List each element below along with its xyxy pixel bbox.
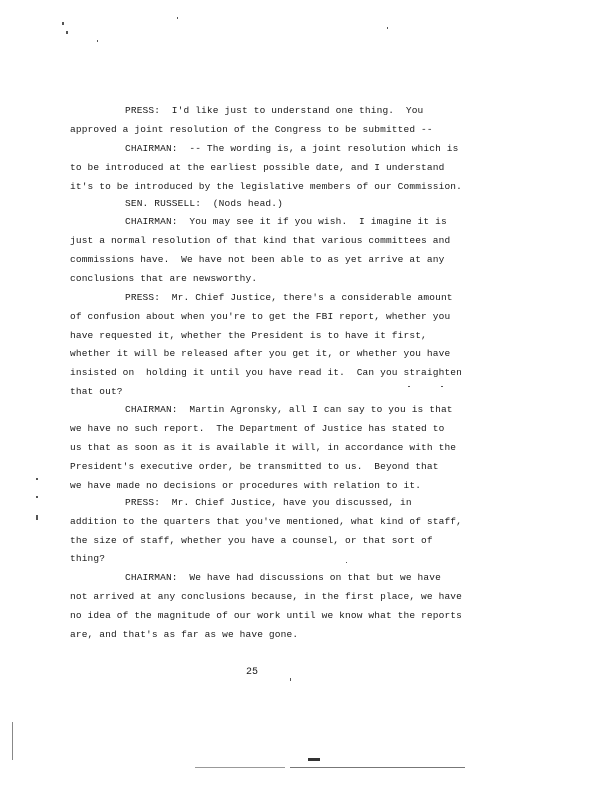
text-line: not arrived at any conclusions because, in the first place, we have (70, 591, 463, 602)
text-line: PRESS: Mr. Chief Justice, have you discussed, in (125, 497, 412, 508)
scan-edge-mark (12, 722, 13, 760)
scan-speck (36, 478, 38, 480)
text-line: commissions have. We have not been able to as yet arrive at any (70, 254, 445, 265)
scan-speck (66, 31, 68, 34)
text-line: approved a joint resolution of the Congress to be submitted -- (70, 124, 433, 135)
text-line: have requested it, whether the President is to have it first, (70, 330, 427, 341)
text-line: CHAIRMAN: -- The wording is, a joint resolution which is (125, 143, 459, 154)
text-line: PRESS: I'd like just to understand one thing. You (125, 105, 424, 116)
scan-smudge (308, 758, 320, 761)
scan-speck (290, 678, 291, 681)
scan-speck (97, 40, 98, 42)
text-line: are, and that's as far as we have gone. (70, 629, 299, 640)
text-line: CHAIRMAN: You may see it if you wish. I imagine it is (125, 216, 447, 227)
text-line: President's executive order, be transmitted to us. Beyond that (70, 461, 439, 472)
text-line: no idea of the magnitude of our work until we know what the reports (70, 610, 463, 621)
text-line: CHAIRMAN: We have had discussions on that but we have (125, 572, 441, 583)
text-line: whether it will be released after you get it, or whether you have (70, 348, 451, 359)
text-line: thing? (70, 553, 106, 564)
text-line: the size of staff, whether you have a counsel, or that sort of (70, 535, 433, 546)
scan-speck (387, 27, 388, 29)
scan-speck (408, 386, 410, 387)
text-line: to be introduced at the earliest possible date, and I understand (70, 162, 445, 173)
scan-speck (177, 17, 178, 19)
scan-speck (36, 496, 38, 498)
bottom-rule (290, 767, 465, 768)
text-line: we have no such report. The Department of Justice has stated to (70, 423, 445, 434)
text-line: PRESS: Mr. Chief Justice, there's a considerable amount (125, 292, 453, 303)
text-line: that out? (70, 386, 123, 397)
scan-speck (62, 22, 64, 25)
text-line: conclusions that are newsworthy. (70, 273, 258, 284)
scan-speck (346, 562, 347, 563)
text-line: of confusion about when you're to get the FBI report, whether you (70, 311, 451, 322)
scan-speck (36, 515, 38, 520)
text-line: CHAIRMAN: Martin Agronsky, all I can say to you is that (125, 404, 453, 415)
text-line: SEN. RUSSELL: (Nods head.) (125, 198, 283, 209)
scan-speck (441, 386, 443, 387)
text-line: it's to be introduced by the legislative members of our Commission. (70, 181, 463, 192)
text-line: we have made no decisions or procedures with relation to it. (70, 480, 422, 491)
bottom-rule (195, 767, 285, 768)
page-number: 25 (246, 667, 259, 678)
text-line: addition to the quarters that you've mentioned, what kind of staff, (70, 516, 463, 527)
text-line: just a normal resolution of that kind that various committees and (70, 235, 451, 246)
text-line: us that as soon as it is available it will, in accordance with the (70, 442, 457, 453)
text-line: insisted on holding it until you have read it. Can you straighten (70, 367, 463, 378)
